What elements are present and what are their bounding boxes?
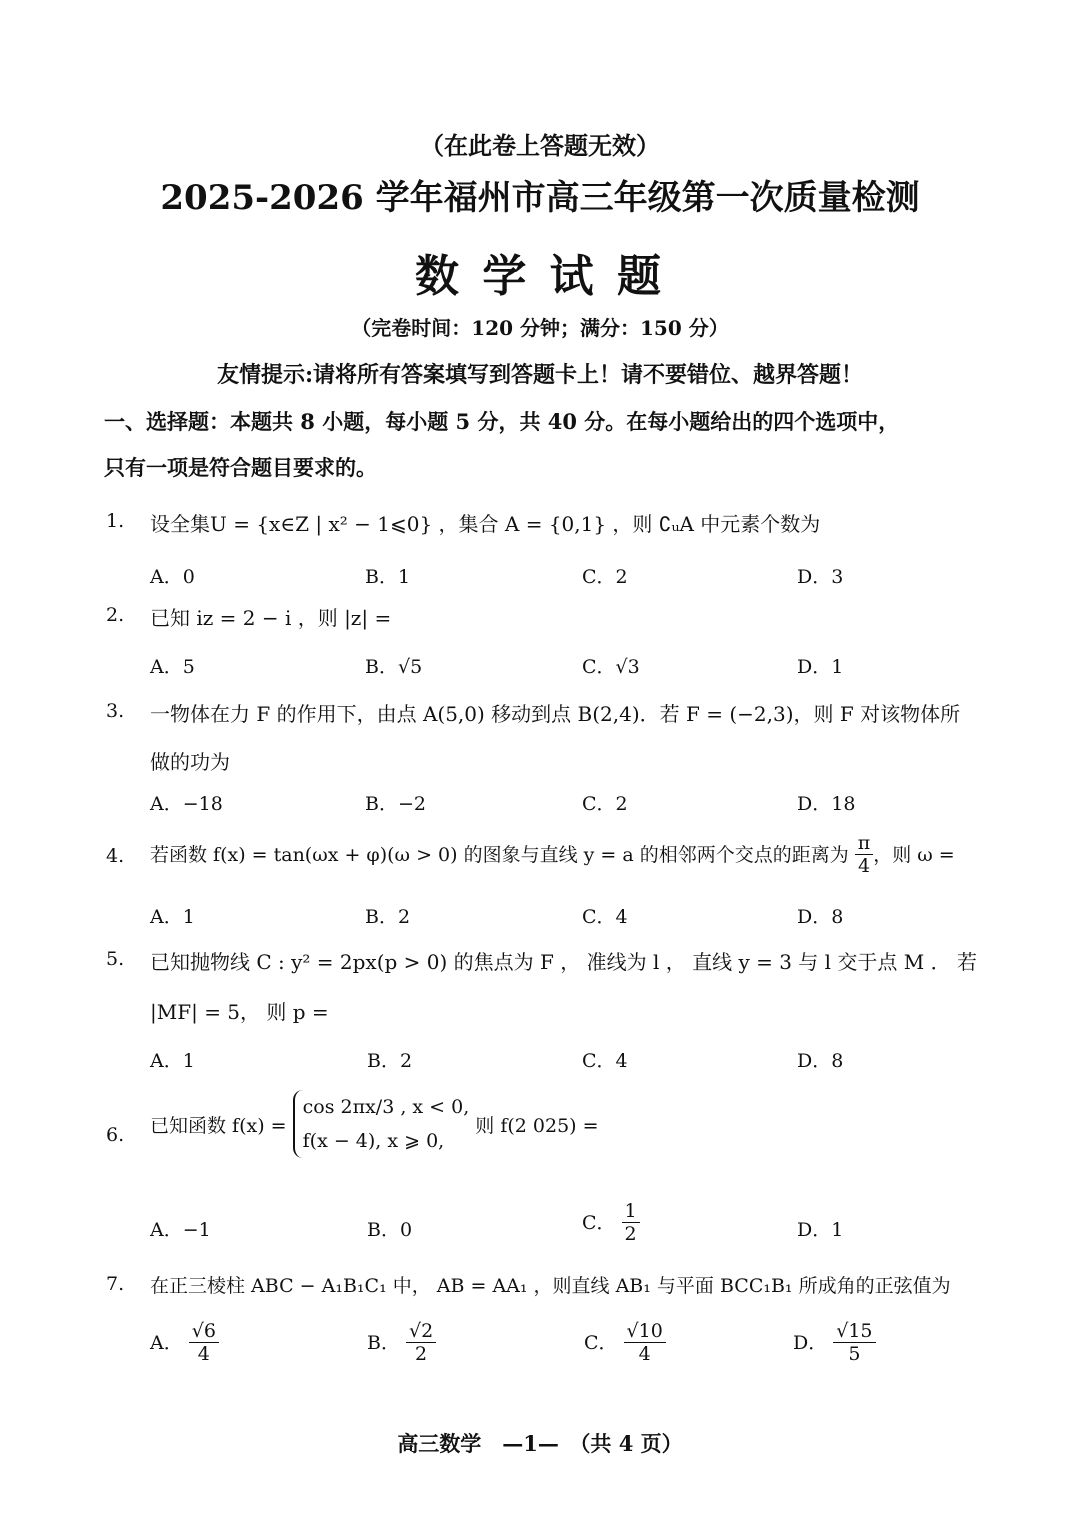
option-c [582,1200,640,1245]
option-label: C． [582,1211,616,1234]
option-d: D．8 [797,906,844,928]
question-text: 设全集U = {x∈Z | x² − 1⩽0} ，集合 A = {0,1} ，则 ∁ᵤA 中元素个数为 [150,512,821,536]
question-number: 1. [106,510,125,532]
option-b [367,1320,436,1365]
option-d [793,1320,876,1365]
option-c [584,1320,666,1365]
fraction-denominator: 4 [197,1343,210,1365]
page-footer: 高三数学 —1— （共 4 页） [397,1431,683,1456]
notice: （在此卷上答题无效） [420,131,660,160]
question-text-continued: |MF| = 5， 则 p = [150,1000,329,1024]
question-text-continued: 做的功为 [150,750,230,774]
option-label: B． [367,1331,400,1354]
exam-title: 2025-2026 学年福州市高三年级第一次质量检测 [160,178,920,218]
option-d: D．3 [797,566,844,588]
question-text-line [150,1090,599,1158]
fraction-denominator: 4 [857,855,871,877]
fraction-denominator: 2 [624,1223,637,1245]
fraction-numerator: √15 [833,1320,875,1343]
section-heading-line2: 只有一项是符合题目要求的。 [104,455,377,480]
question-text: 已知 iz = 2 − i ，则 |z| = [150,606,392,630]
option-c: C．4 [582,906,628,928]
fraction [833,1320,875,1365]
piecewise-case-1: cos 2πx/3 , x < 0, [302,1096,470,1118]
option-a: A．0 [150,566,195,588]
fraction-numerator: π [855,832,874,855]
option-d: D．1 [797,656,844,678]
piecewise-cases [293,1090,470,1158]
fraction-denominator: 2 [415,1343,428,1365]
option-d: D．18 [797,793,856,815]
question-text-line [150,832,955,877]
option-label: A． [150,1331,183,1354]
question-number: 2. [106,604,125,626]
option-c: C．4 [582,1050,628,1072]
option-d: D．8 [797,1050,844,1072]
option-a: A．1 [150,906,195,928]
fraction-numerator: √6 [189,1320,219,1343]
fraction [855,832,874,877]
option-b: B．−2 [365,793,426,815]
subject-title: 数 学 试 题 [415,251,665,302]
option-b: B．1 [365,566,411,588]
question-text: 已知抛物线 C : y² = 2px(p > 0) 的焦点为 F ， 准线为 l ， 直线 y = 3 与 l 交于点 M ． 若 [150,950,977,974]
fraction [624,1320,666,1365]
question-number: 5. [106,948,125,970]
question-number: 3. [106,700,125,722]
fraction [622,1200,640,1245]
fraction-numerator: 1 [622,1200,640,1223]
question-number: 4. [106,845,125,867]
fraction-numerator: √2 [406,1320,436,1343]
time-info: （完卷时间：120 分钟；满分：150 分） [351,316,729,340]
option-c: C．√3 [582,656,640,678]
option-b: B．2 [365,906,411,928]
option-b: B．√5 [365,656,423,678]
fraction-numerator: √10 [624,1320,666,1343]
question-number: 7. [106,1273,125,1295]
option-b: B．0 [367,1219,413,1241]
question-text-after: 则 f(2 025) = [475,1114,599,1137]
question-text: 在正三棱柱 ABC − A₁B₁C₁ 中， AB = AA₁ ，则直线 AB₁ 与平面 BCC₁B₁ 所成角的正弦值为 [150,1275,951,1297]
option-label: D． [793,1331,828,1354]
option-label: C． [584,1331,618,1354]
fraction-denominator: 5 [848,1343,861,1365]
question-number: 6. [106,1124,125,1146]
section-heading-line1: 一、选择题：本题共 8 小题，每小题 5 分，共 40 分。在每小题给出的四个选项中， [104,409,900,434]
option-a: A．−18 [150,793,223,815]
question-text-after: ，则 ω = [873,843,955,866]
option-a: A．5 [150,656,195,678]
fraction-denominator: 4 [638,1343,651,1365]
option-c: C．2 [582,793,628,815]
fraction [189,1320,219,1365]
question-text: 一物体在力 F 的作用下，由点 A(5,0) 移动到点 B(2,4)．若 F = (−2,3)，则 F 对该物体所 [150,702,961,726]
option-c: C．2 [582,566,628,588]
option-d: D．1 [797,1219,844,1241]
question-text: 若函数 f(x) = tan(ωx + φ)(ω > 0) 的图象与直线 y = a 的相邻两个交点的距离为 [150,843,849,866]
reminder: 友情提示:请将所有答案填写到答题卡上！请不要错位、越界答题！ [216,362,864,388]
piecewise-case-2: f(x − 4), x ⩾ 0, [302,1130,445,1152]
option-a: A．1 [150,1050,195,1072]
question-text: 已知函数 f(x) = [150,1114,287,1137]
option-b: B．2 [367,1050,413,1072]
option-a: A．−1 [150,1219,211,1241]
option-a [150,1320,219,1365]
fraction [406,1320,436,1365]
